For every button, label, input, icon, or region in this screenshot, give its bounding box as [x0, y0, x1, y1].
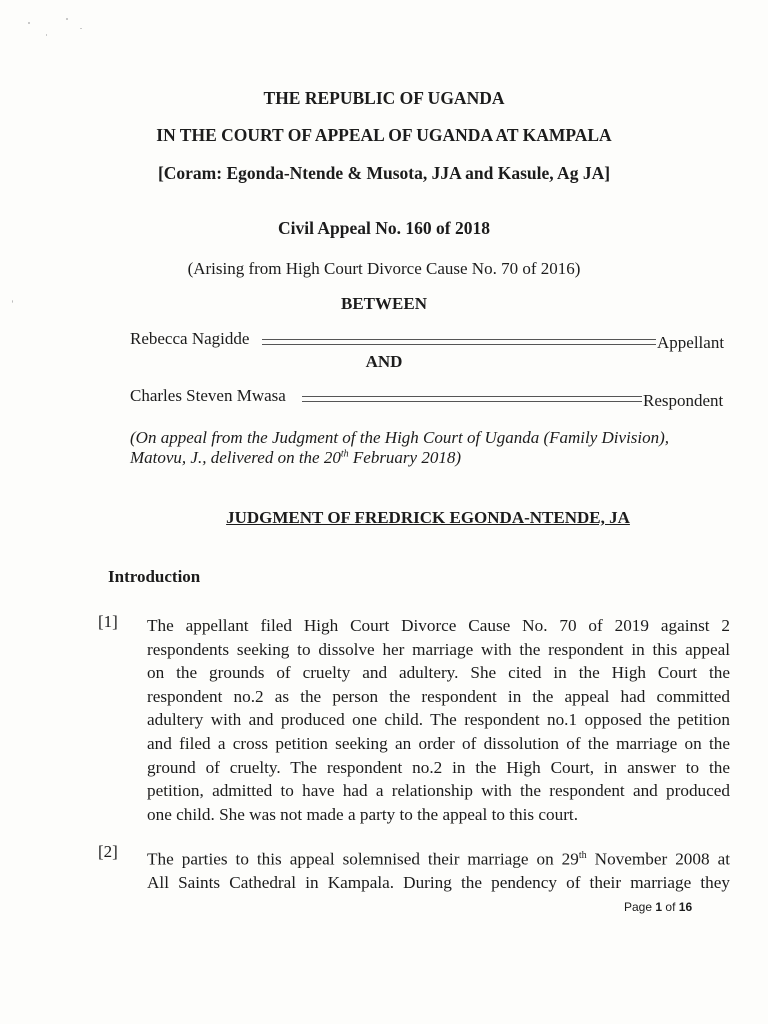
paragraph-line: and filed a cross petition seeking an order of dissolution of the marriage on the — [147, 733, 730, 753]
case-number: Civil Appeal No. 160 of 2018 — [278, 218, 490, 238]
paragraph-number: [2] — [98, 842, 118, 861]
judgment-title: JUDGMENT OF FREDRICK EGONDA-NTENDE, JA — [226, 508, 630, 527]
paragraph-line: respondent no.2 as the person the respondent in the appeal had committed — [147, 686, 730, 706]
leader-line — [262, 339, 656, 345]
respondent-role: Respondent — [643, 391, 724, 410]
paragraph-body — [147, 614, 730, 826]
arising-from: (Arising from High Court Divorce Cause No. 70 of 2016) — [187, 259, 581, 278]
paragraph-line: ground of cruelty. The respondent no.2 in the High Court, in answer to the — [147, 757, 730, 777]
header-coram: [Coram: Egonda-Ntende & Musota, JJA and Kasule, Ag JA] — [157, 163, 611, 183]
scan-speck — [46, 34, 47, 36]
page-number: Page 1 of 16 — [624, 900, 693, 914]
paragraph-number: [1] — [98, 612, 118, 631]
respondent-name: Charles Steven Mwasa — [130, 386, 286, 405]
appellant-name: Rebecca Nagidde — [130, 329, 250, 348]
scan-speck — [28, 22, 30, 24]
paragraph-line: respondents seeking to dissolve her marriage with the respondent in this appeal — [147, 639, 730, 659]
paragraph-line: All Saints Cathedral in Kampala. During the pendency of their marriage they — [147, 873, 730, 893]
paragraph-line: adultery with and produced one child. The respondent no.1 opposed the petition — [147, 710, 730, 730]
appellant-role: Appellant — [657, 333, 725, 352]
paragraph-line: petition, admitted to have had a relationship with the respondent and produced — [147, 781, 730, 801]
paragraph-line: one child. She was not made a party to the appeal to this court. — [147, 804, 579, 824]
paragraph-body — [147, 844, 730, 895]
appeal-note-line1: (On appeal from the Judgment of the High Court of Uganda (Family Division), — [130, 428, 670, 447]
paragraph-line: The parties to this appeal solemnised their marriage on 29th November 2008 at — [147, 849, 730, 869]
leader-line — [302, 396, 642, 402]
and-label: AND — [365, 352, 403, 371]
section-heading-introduction: Introduction — [108, 567, 201, 586]
header-republic: THE REPUBLIC OF UGANDA — [263, 88, 505, 108]
paragraph-line: on the grounds of cruelty and adultery. She cited in the High Court the — [147, 663, 730, 683]
between-label: BETWEEN — [341, 294, 427, 313]
appeal-note-line2: Matovu, J., delivered on the 20th February 2018) — [130, 448, 462, 467]
paragraph-line: The appellant filed High Court Divorce Cause No. 70 of 2019 against 2 — [147, 616, 730, 635]
scan-speck — [80, 28, 82, 29]
header-court: IN THE COURT OF APPEAL OF UGANDA AT KAMPALA — [156, 125, 612, 145]
scan-speck — [66, 18, 68, 20]
